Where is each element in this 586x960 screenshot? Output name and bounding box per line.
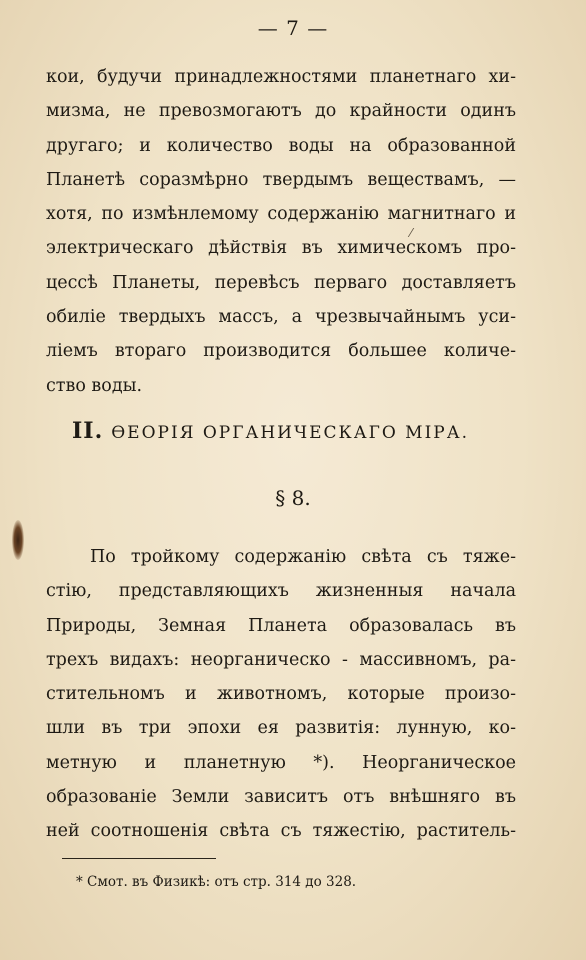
footnote: * Смот. въ Физикѣ: отъ стр. 314 до 328. <box>76 874 357 890</box>
text-line: метную и планетную *). Неорганическое <box>46 752 516 773</box>
text-line: кои, будучи принадлежностями планетнаго хи- <box>46 67 516 87</box>
paragraph-top <box>46 60 516 403</box>
page-number: — 7 — <box>257 16 329 40</box>
footnote-rule <box>62 858 216 859</box>
text-line: обиліе твердыхъ массъ, а чрезвычайнымъ уси- <box>46 307 516 328</box>
text-line: ней соотношенія свѣта съ тяжестію, раститель- <box>46 821 516 842</box>
section-mark: § 8. <box>275 486 311 510</box>
stray-mark-icon: ⁄ <box>410 226 413 240</box>
text-line: стію, представляющихъ жизненныя начала <box>46 581 516 602</box>
chapter-number: II. <box>72 418 104 444</box>
text-line: Природы, Земная Планета образовалась въ <box>46 615 516 636</box>
text-line: электрическаго дѣйствія въ химическомъ про- <box>46 238 516 259</box>
text-line: Планетѣ соразмѣрно твердымъ веществамъ, — <box>46 169 516 190</box>
paragraph-main <box>46 540 516 849</box>
text-line: ство воды. <box>46 375 143 396</box>
text-line: хотя, по измѣнлемому содержанію магнитнаго и <box>46 204 516 225</box>
chapter-title: ѲЕОРІЯ ОРГАНИЧЕСКАГО МІРА. <box>111 423 470 443</box>
text-line: трехъ видахъ: неорганическо - массивномъ, ра- <box>46 649 516 670</box>
text-line: По тройкому содержанію свѣта съ тяже- <box>90 547 516 567</box>
text-line: цессѣ Планеты, перевѣсъ перваго доставляетъ <box>46 272 516 293</box>
text-line: стительномъ и животномъ, которые произо- <box>46 684 516 705</box>
text-line: шли въ три эпохи ея развитія: лунную, ко- <box>46 718 516 739</box>
text-line: другаго; и количество воды на образованной <box>46 135 516 156</box>
chapter-heading <box>72 418 492 444</box>
text-line: образованіе Земли зависитъ отъ внѣшняго въ <box>46 787 516 808</box>
text-line: мизма, не превозмогаютъ до крайности одинъ <box>46 101 516 122</box>
ink-blot-icon <box>12 520 24 560</box>
text-line: ліемъ втораго производится большее количе- <box>46 341 516 362</box>
